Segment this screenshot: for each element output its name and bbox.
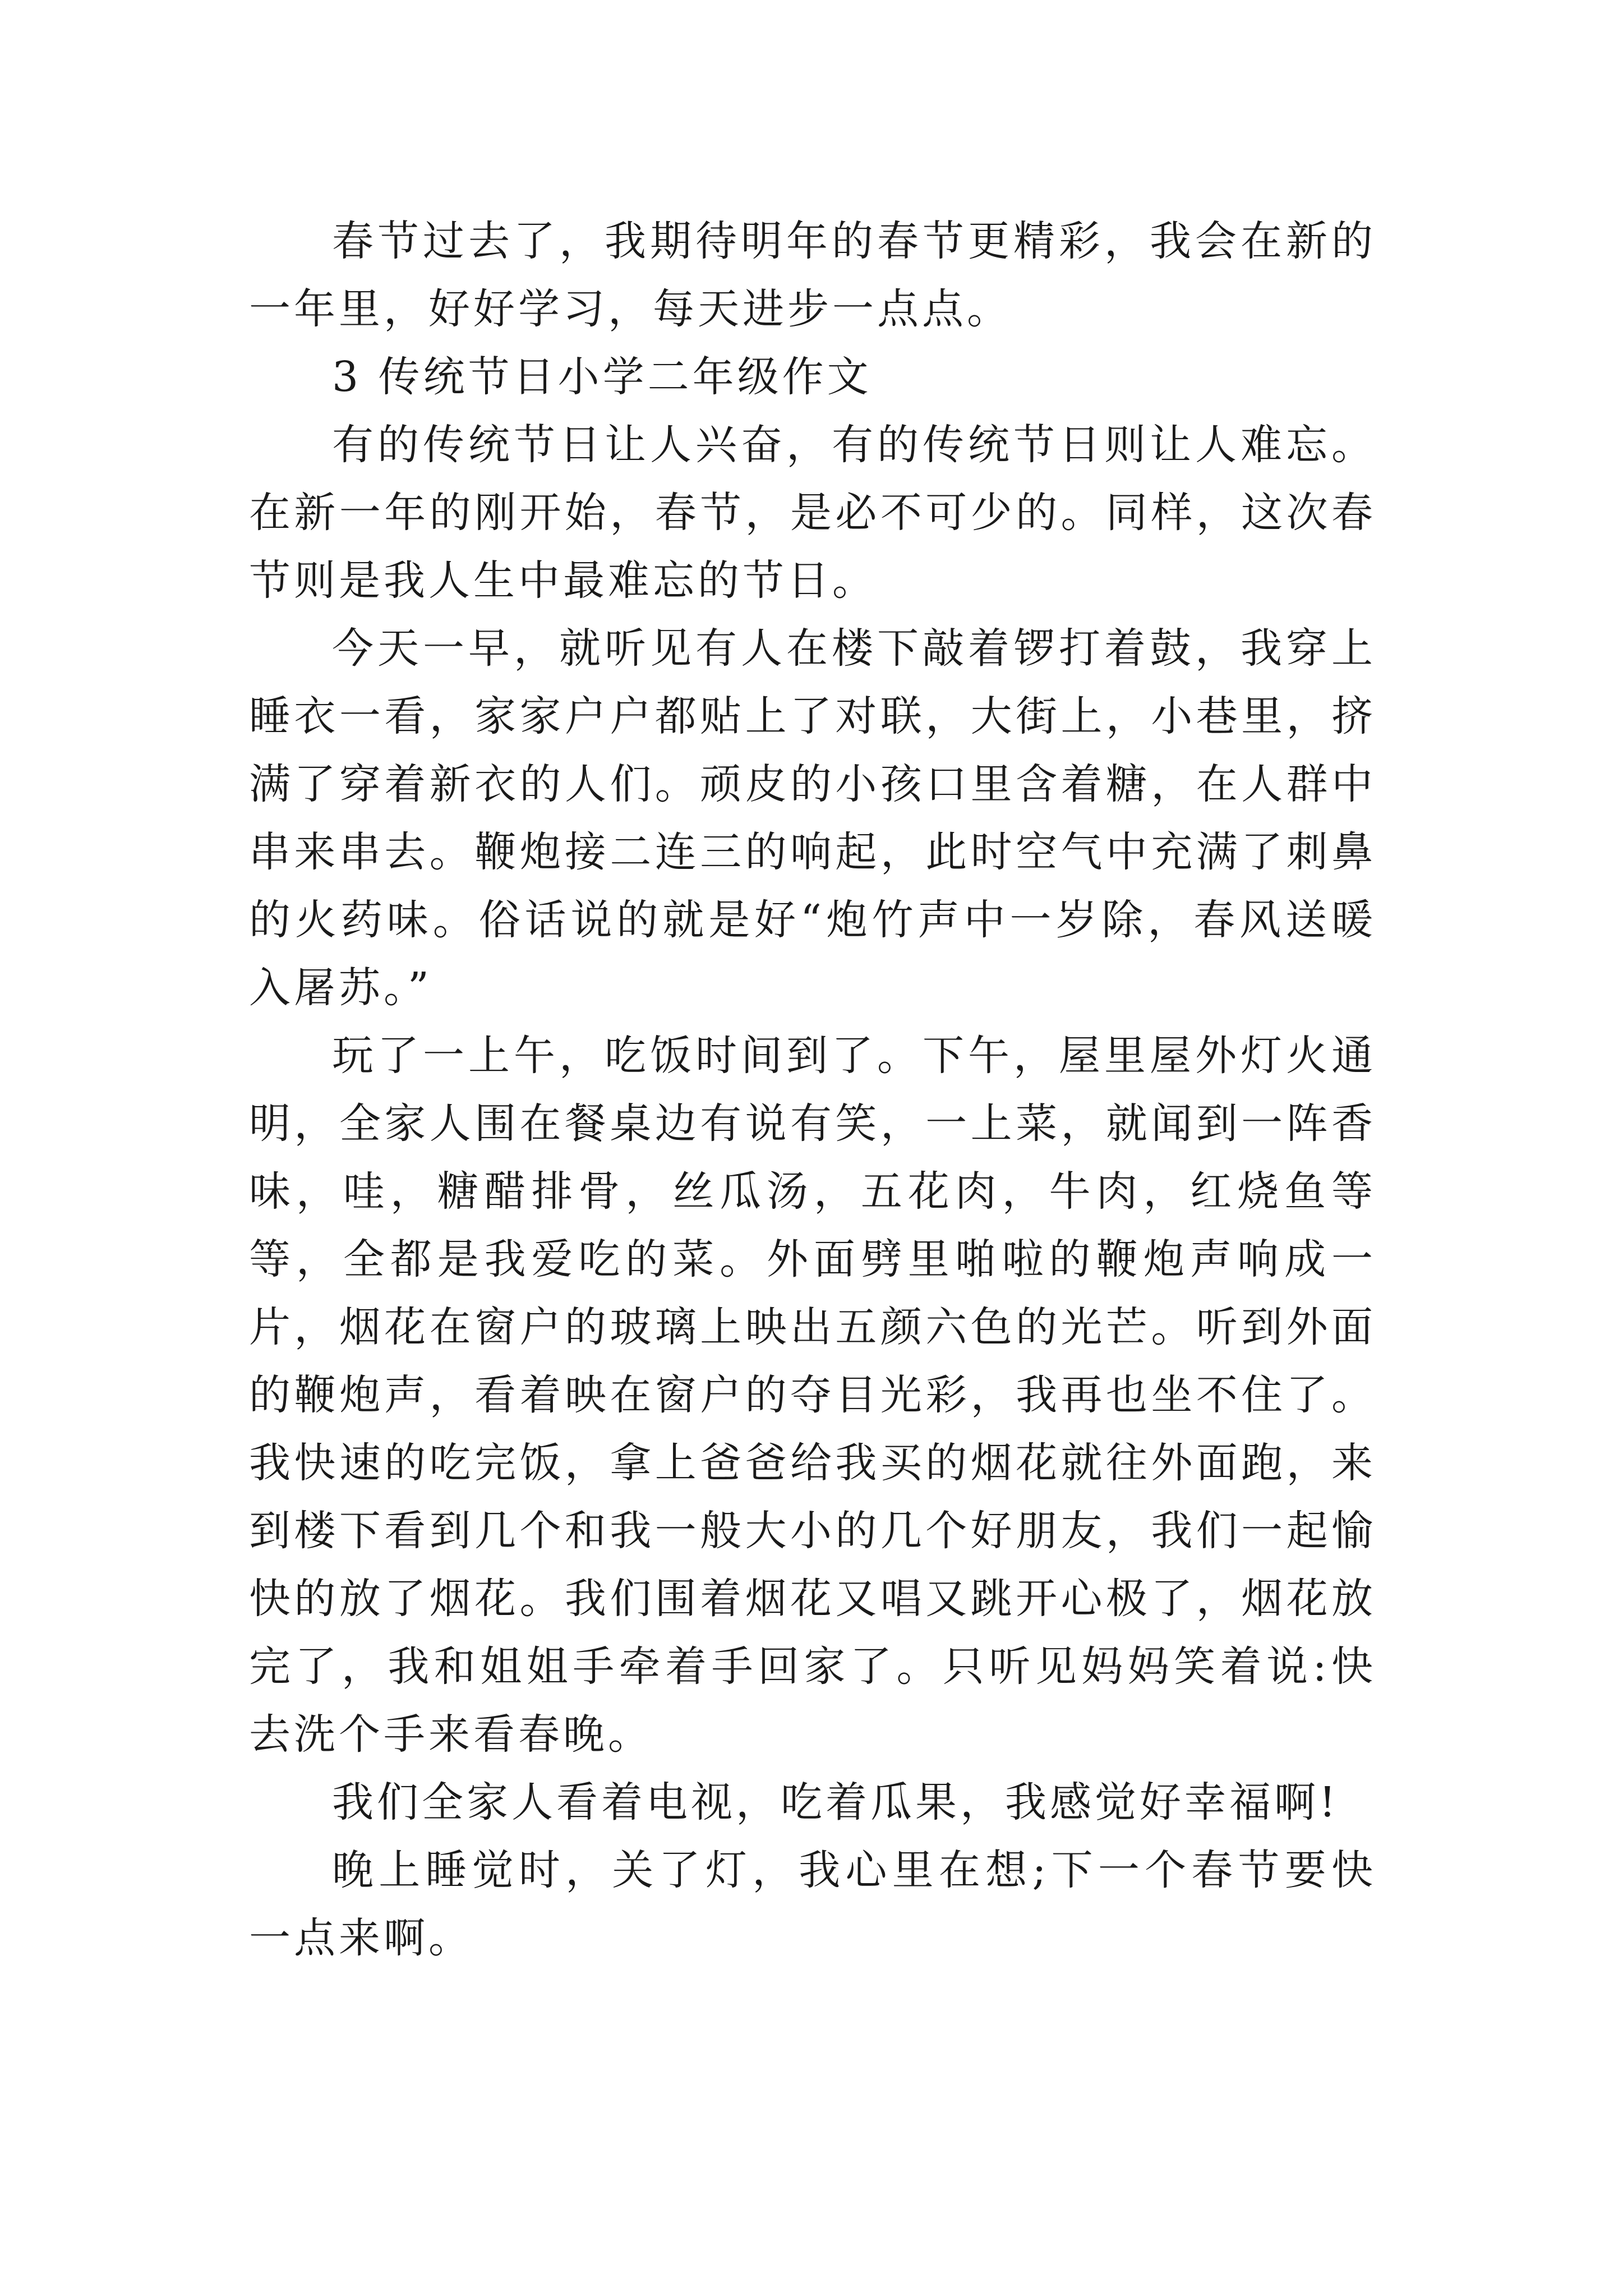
essay-heading: 3 传统节日小学二年级作文: [332, 353, 872, 401]
paragraph-morning: 今天一早，就听见有人在楼下敲着锣打着鼓，我穿上睡衣一看，家家户户都贴上了对联，大街上，小巷里，挤满了穿着新衣的人们。顽皮的小孩口里含着糖，在人群中串来串去。鞭炮接二连三的响起，此时空气中充满了刺鼻的火药味。俗话说的就是好“炮竹声中一岁除，春风送暖入屠苏。”: [249, 624, 1376, 1012]
paragraph-spring-festival-end: 春节过去了，我期待明年的春节更精彩，我会在新的一年里，好好学习，每天进步一点点。: [249, 217, 1376, 333]
paragraph-night: 晚上睡觉时，关了灯，我心里在想;下一个春节要快一点来啊。: [249, 1846, 1376, 1962]
document-body: [249, 208, 1376, 1972]
paragraph-family-tv: 我们全家人看着电视，吃着瓜果，我感觉好幸福啊!: [332, 1778, 1339, 1826]
paragraph-intro: 有的传统节日让人兴奋，有的传统节日则让人难忘。在新一年的刚开始，春节，是必不可少的。同样，这次春节则是我人生中最难忘的节日。: [249, 421, 1376, 605]
paragraph-dinner-fireworks: 玩了一上午，吃饭时间到了。下午，屋里屋外灯火通明，全家人围在餐桌边有说有笑，一上菜，就闻到一阵香味，哇，糖醋排骨，丝瓜汤，五花肉，牛肉，红烧鱼等等，全都是我爱吃的菜。外面劈里啪啦的鞭炮声响成一片，烟花在窗户的玻璃上映出五颜六色的光芒。听到外面的鞭炮声，看着映在窗户的夺目光彩，我再也坐不住了。我快速的吃完饭，拿上爸爸给我买的烟花就往外面跑，来到楼下看到几个和我一般大小的几个好朋友，我们一起愉快的放了烟花。我们围着烟花又唱又跳开心极了，烟花放完了，我和姐姐手牵着手回家了。只听见妈妈笑着说:快去洗个手来看春晚。: [249, 1032, 1376, 1759]
